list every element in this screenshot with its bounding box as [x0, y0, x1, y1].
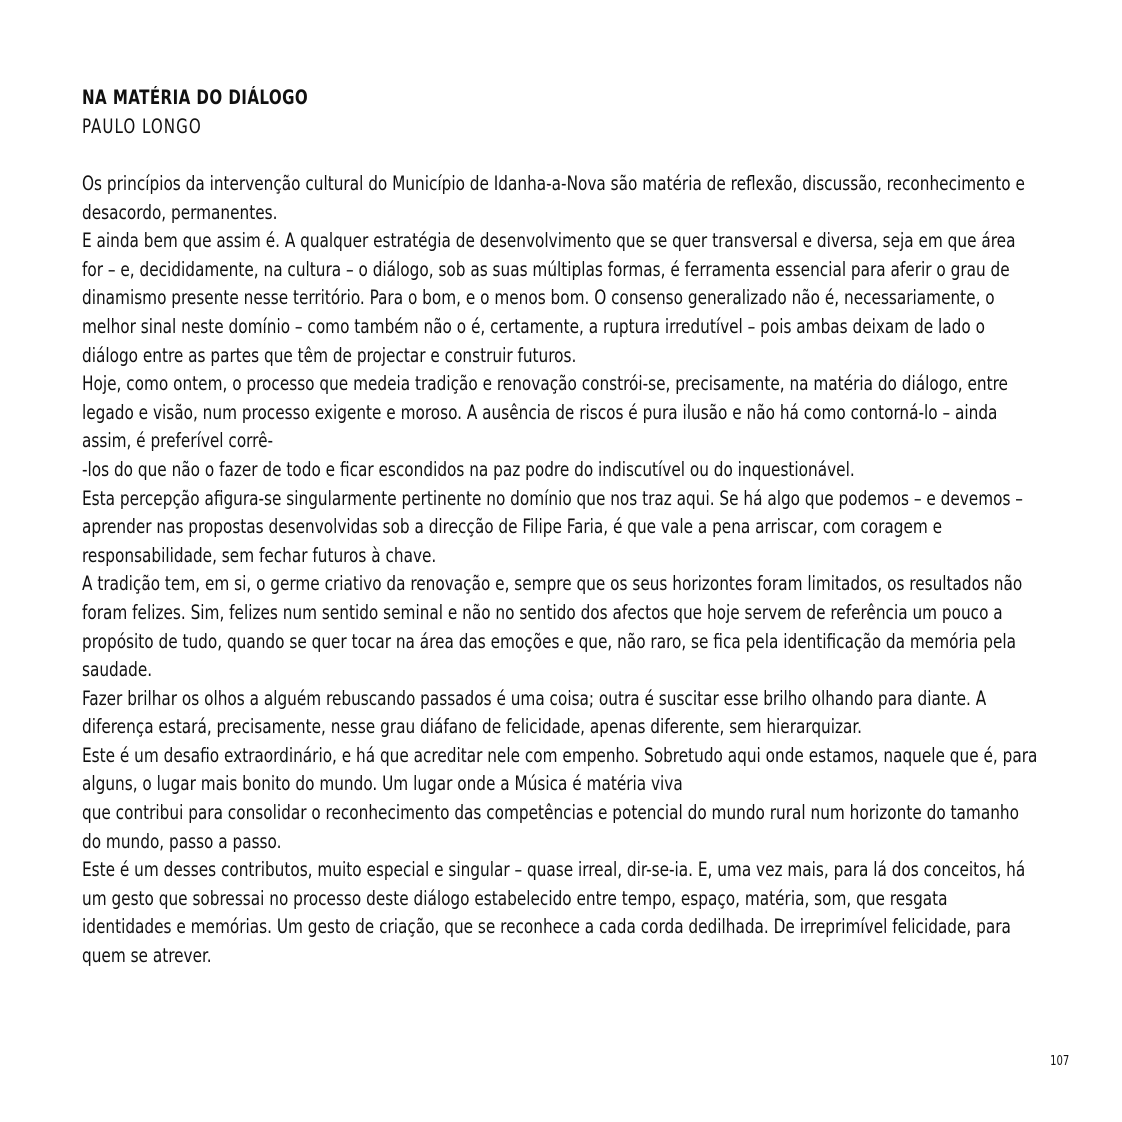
paragraph: Esta percepção afigura-se singularmente pertinente no domínio que nos traz aqui. Se há algo que podemos – e devemos – aprender nas propostas desenvolvidas sob a direcção de Filipe Faria, é que vale a pena arriscar, com coragem e responsabilidade, sem fechar futuros à chave. [82, 486, 1023, 567]
paragraph: Hoje, como ontem, o processo que medeia tradição e renovação constrói-se, precisamente, na matéria do diálogo, entre legado e visão, num processo exigente e moroso. A ausência de riscos é pura ilusão e não há como contorná-lo – ainda assim, é preferível corrê- -los do que não o fazer de todo e ficar escondidos na paz podre do indiscutível ou do inquestionável. [82, 372, 1008, 481]
article-body [82, 170, 1041, 971]
article-author: PAULO LONGO [82, 114, 202, 138]
article [82, 84, 1042, 971]
paragraph: Este é um desafio extraordinário, e há que acreditar nele com empenho. Sobretudo aqui onde estamos, naquele que é, para alguns, o lugar mais bonito do mundo. Um lugar onde a Música é matéria viva que contribui para consolidar o reconhecimento das competências e potencial do mundo rural num horizonte do tamanho do mundo, passo a passo. [82, 743, 1038, 853]
article-title: NA MATÉRIA DO DIÁLOGO [82, 86, 309, 109]
paragraph: A tradição tem, em si, o germe criativo da renovação e, sempre que os seus horizontes foram limitados, os resultados não foram felizes. Sim, felizes num sentido seminal e não no sentido dos afectos que hoje servem de referência um pouco a propósito de tudo, quando se quer tocar na área das emoções e que, não raro, se fica pela identificação da memória pela saudade. [82, 572, 1023, 682]
paragraph: Este é um desses contributos, muito especial e singular – quase irreal, dir-se-ia. E, uma vez mais, para lá dos conceitos, há um gesto que sobressai no processo deste diálogo estabelecido entre tempo, espaço, matéria, som, que resgata identidades e memórias. Um gesto de criação, que se reconhece a cada corda dedilhada. De irreprimível felicidade, para quem se atrever. [82, 858, 1026, 968]
paragraph: E ainda bem que assim é. A qualquer estratégia de desenvolvimento que se quer transversal e diversa, seja em que área for – e, decididamente, na cultura – o diálogo, sob as suas múltiplas formas, é ferramenta essencial para aferir o grau de dinamismo presente nesse território. Para o bom, e o menos bom. O consenso generalizado não é, necessariamente, o melhor sinal neste domínio – como também não o é, certamente, a ruptura irredutível – pois ambas deixam de lado o diálogo entre as partes que têm de projectar e construir futuros. [82, 229, 1016, 367]
paragraph: Os princípios da intervenção cultural do Município de Idanha-a-Nova são matéria de reflexão, discussão, reconhecimento e desacordo, permanentes. [82, 172, 1025, 224]
paragraph: Fazer brilhar os olhos a alguém rebuscando passados é uma coisa; outra é suscitar esse brilho olhando para diante. A diferença estará, precisamente, nesse grau diáfano de felicidade, apenas diferente, sem hierarquizar. [82, 686, 987, 739]
page-number: 107 [1049, 1054, 1069, 1069]
